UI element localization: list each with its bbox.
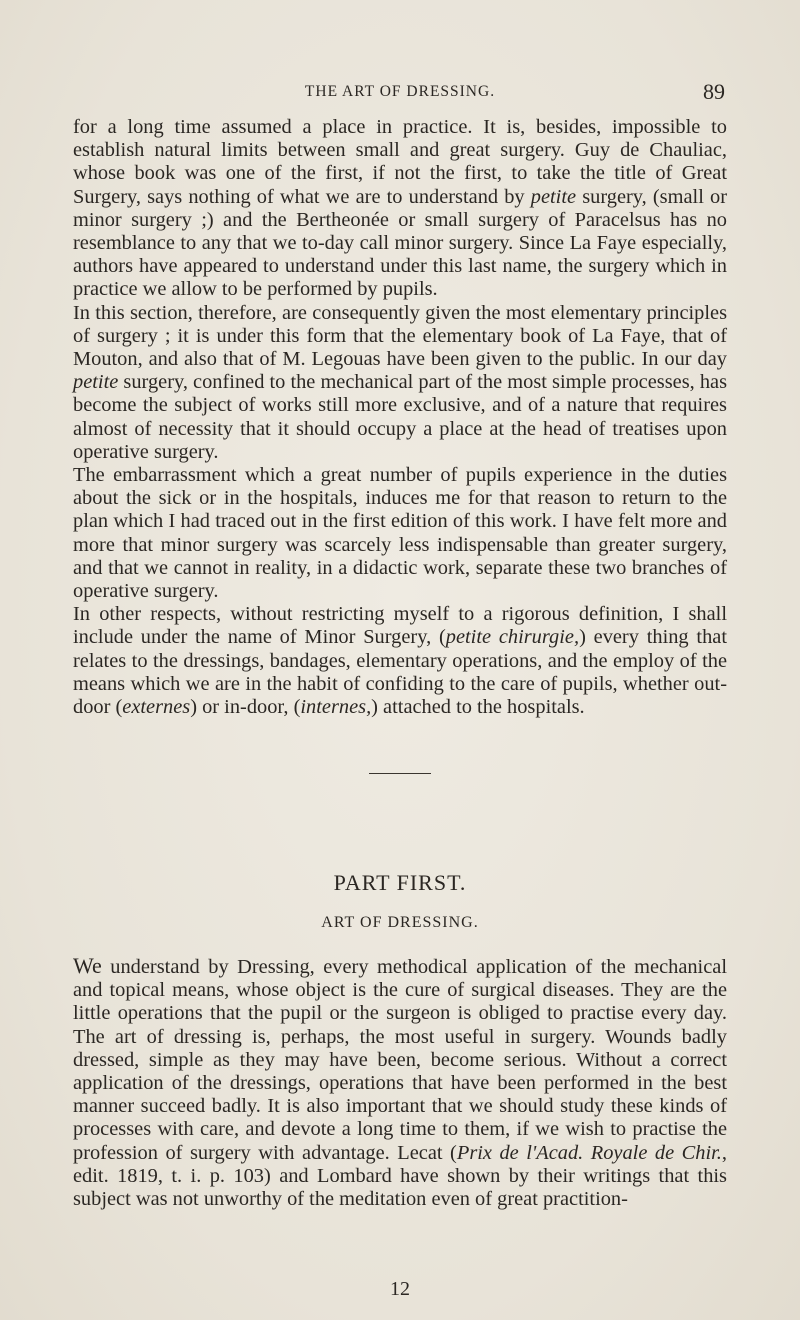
text-run: surgery, (small or minor surgery ;) and the Bertheonée or small surgery of Paracelsus has no resemblance to any that we to-day call minor surgery. Since La Faye especially, authors have appeared to understand under this last name, the surgery which in practice we allow to be performed by pupils.	[73, 185, 727, 301]
paragraph	[73, 116, 727, 302]
section-title: ART OF DRESSING.	[321, 914, 479, 931]
text-run: for a long time assumed a place in practice. It is, besides, impossible to establish natural limits between small and great surgery. Guy de Chauliac, whose book was one of the first, if not the first, to take the title of Great Surgery, says nothing of what we are to understand by	[73, 116, 727, 208]
running-head	[0, 79, 800, 109]
text-run: surgery, confined to the mechanical part of the most simple processes, has become the subject of works still more exclusive, and of a nature that requires almost of necessity that it should occupy a place at the head of treatises upon operative surgery.	[73, 371, 728, 463]
italic-text: externes	[122, 696, 191, 719]
lead-word: We	[73, 953, 102, 978]
body-text	[73, 116, 727, 719]
section-paragraph	[73, 954, 727, 1211]
italic-text: petite chirurgie,	[445, 626, 580, 649]
italic-text: petite	[530, 185, 577, 208]
section-paragraph-rest	[73, 956, 727, 1210]
text-run: , edit. 1819, t. i. p. 103) and Lombard have shown by their writings that this subject was not unworthy of the meditation even of great practition-	[73, 1141, 727, 1211]
text-run: understand by Dressing, every methodical application of the mechanical and topical means, whose object is the cure of surgical diseases. They are the little operations that the pupil or the surgeon is obliged to practise every day. The art of dressing is, perhaps, the most useful in surgery. Wounds badly dressed, simple as they may have been, become serious. Without a correct application of the dressings, operations that have been performed in the best manner succeed badly. It is also important that we should study these kinds of processes with care, and devote a long time to them, if we wish to practise the profession of surgery with advantage. Lecat (	[73, 956, 727, 1164]
section-body	[73, 954, 727, 1211]
paragraph	[73, 603, 727, 719]
text-run: ) attached to the hospitals.	[371, 696, 585, 719]
italic-text: internes,	[300, 696, 372, 719]
signature-mark: 12	[390, 1278, 410, 1300]
running-title: THE ART OF DRESSING.	[304, 83, 496, 100]
italic-text: petite	[73, 371, 119, 394]
paragraph	[73, 302, 727, 464]
paragraph	[73, 464, 727, 603]
text-run: The embarrassment which a great number of pupils experience in the duties about the sick or in the hospitals, induces me for that reason to return to the plan which I had traced out in the first edition of this work. I have felt more and more that minor surgery was scarcely less indispensable than greater surgery, and that we cannot in reality, in a didactic work, separate these two branches of operative surgery.	[73, 464, 727, 603]
page-number: 89	[703, 79, 725, 104]
part-title: PART FIRST.	[333, 870, 467, 895]
text-run: In this section, therefore, are consequently given the most elementary principles of surgery ; it is under this form that the elementary book of La Faye, that of Mouton, and also that of M. Legouas have been given to the public. In our day	[73, 301, 727, 371]
text-run: ) every thing that relates to the dressings, bandages, elementary operations, and the employ of the means which we are in the habit of confiding to the care of pupils, whether out-door (	[73, 626, 727, 719]
text-run: ) or in-door, (	[190, 696, 301, 719]
italic-text: Prix de l'Acad. Royale de Chir.	[456, 1141, 722, 1164]
section-divider	[369, 773, 431, 774]
text-run: In other respects, without restricting myself to a rigorous definition, I shall include under the name of Minor Surgery, (	[73, 603, 727, 649]
